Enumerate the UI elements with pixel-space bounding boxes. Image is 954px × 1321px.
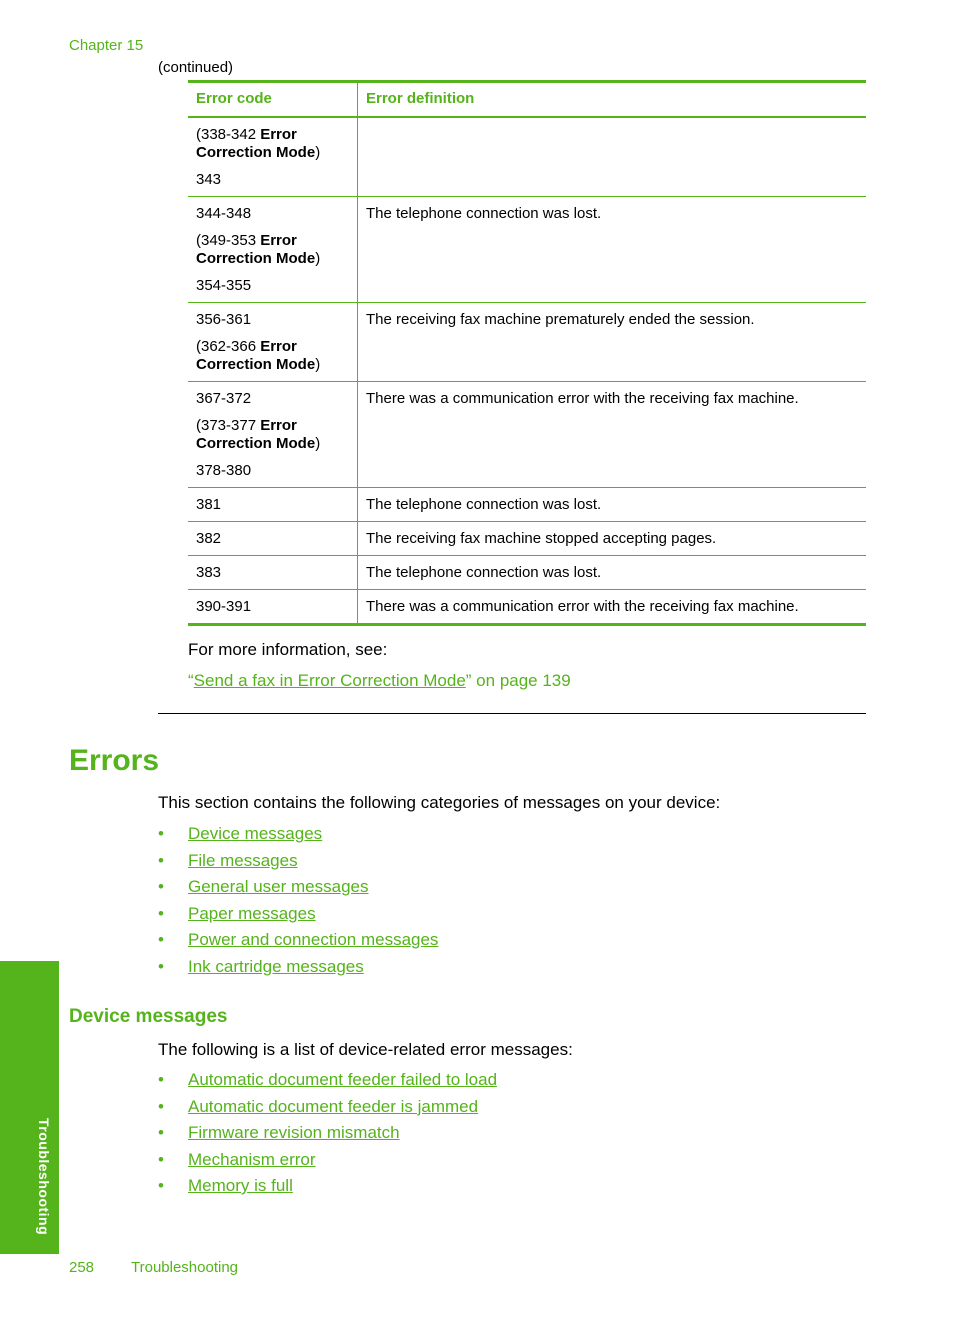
- side-tab-label: Troubleshooting: [36, 1118, 52, 1236]
- error-definition-cell: [358, 117, 867, 197]
- header-error-code: Error code: [188, 82, 358, 117]
- list-link[interactable]: Power and connection messages: [188, 930, 439, 949]
- bullet-icon: •: [158, 1123, 164, 1142]
- errors-intro: This section contains the following categories of messages on your device:: [158, 793, 721, 812]
- list-item: [158, 1070, 497, 1097]
- table-row: [188, 381, 866, 487]
- list-item: [158, 1176, 497, 1203]
- error-code-cell: [188, 521, 358, 555]
- error-code-line: 390-391: [196, 597, 252, 615]
- mode-label: Error Correction Mode: [196, 416, 316, 452]
- bullet-icon: •: [158, 930, 164, 949]
- list-link[interactable]: Ink cartridge messages: [188, 956, 364, 976]
- bullet-icon: •: [158, 877, 164, 896]
- error-code-line: 354-355: [196, 276, 252, 294]
- table-row: [188, 302, 866, 381]
- error-code-line: 356-361: [196, 310, 252, 328]
- bullet-icon: •: [158, 903, 164, 923]
- error-definition-cell: There was a communication error with the receiving fax machine.: [358, 589, 867, 624]
- error-code-cell: [188, 381, 358, 487]
- device-messages-heading: Device messages: [69, 1006, 228, 1027]
- table-row: [188, 487, 866, 521]
- bullet-icon: •: [158, 1096, 164, 1116]
- ecm-link[interactable]: Send a fax in Error Correction Mode: [193, 671, 466, 690]
- list-link[interactable]: Device messages: [188, 824, 323, 843]
- error-code-line: 367-372: [196, 389, 252, 407]
- list-link[interactable]: Firmware revision mismatch: [188, 1123, 400, 1142]
- error-definition-cell: The telephone connection was lost.: [358, 487, 867, 521]
- code-range: (362-366: [196, 337, 261, 355]
- list-link[interactable]: Mechanism error: [188, 1149, 316, 1169]
- list-item: [158, 1097, 497, 1124]
- bullet-icon: •: [158, 956, 164, 976]
- error-code-line: [196, 338, 349, 374]
- chapter-label: Chapter 15: [69, 37, 144, 54]
- table-header-row: [188, 82, 866, 117]
- bullet-icon: •: [158, 1149, 164, 1169]
- list-item: [158, 1123, 497, 1150]
- device-messages-intro: The following is a list of device-related error messages:: [158, 1040, 573, 1059]
- error-definition-cell: The telephone connection was lost.: [358, 196, 867, 302]
- error-definition-cell: The telephone connection was lost.: [358, 555, 867, 589]
- section-divider: [158, 713, 866, 714]
- mode-label: Error Correction Mode: [196, 125, 316, 161]
- error-code-cell: [188, 555, 358, 589]
- header-error-definition: Error definition: [358, 82, 867, 117]
- error-code-line: 383: [196, 563, 222, 581]
- error-code-line: 382: [196, 529, 222, 547]
- error-definition-cell: There was a communication error with the receiving fax machine.: [358, 381, 867, 487]
- table-body: [188, 117, 866, 625]
- error-code-cell: [188, 117, 358, 197]
- table-row: [188, 196, 866, 302]
- error-code-cell: [188, 196, 358, 302]
- bullet-icon: •: [158, 824, 164, 843]
- table-row: [188, 589, 866, 624]
- mode-label: Error Correction Mode: [196, 337, 316, 373]
- error-code-cell: [188, 302, 358, 381]
- list-item: [158, 1150, 497, 1177]
- bullet-icon: •: [158, 1070, 164, 1089]
- bullet-icon: •: [158, 1176, 164, 1195]
- close-paren: ): [315, 434, 321, 452]
- errors-heading: Errors: [69, 744, 160, 777]
- page-reference: ” on page 139: [465, 671, 571, 690]
- list-item: [158, 877, 438, 904]
- table-row: [188, 555, 866, 589]
- list-link[interactable]: Memory is full: [188, 1176, 293, 1195]
- mode-label: Error Correction Mode: [196, 231, 316, 267]
- list-link[interactable]: File messages: [188, 850, 298, 870]
- error-definition-cell: The receiving fax machine stopped accepting pages.: [358, 521, 867, 555]
- close-paren: ): [315, 143, 321, 161]
- list-link[interactable]: Paper messages: [188, 903, 316, 923]
- errors-category-list: [158, 824, 438, 983]
- close-paren: ): [315, 249, 321, 267]
- table-row: [188, 117, 866, 197]
- device-messages-list: [158, 1070, 497, 1203]
- list-item: [158, 957, 438, 984]
- error-code-table: [188, 80, 866, 626]
- error-code-line: [196, 232, 349, 268]
- list-link[interactable]: Automatic document feeder failed to load: [188, 1070, 498, 1089]
- error-code-cell: [188, 589, 358, 624]
- code-range: (338-342: [196, 125, 261, 143]
- code-range: (373-377: [196, 416, 261, 434]
- error-definition-cell: The receiving fax machine prematurely ended the session.: [358, 302, 867, 381]
- error-code-cell: [188, 487, 358, 521]
- ecm-reference: [188, 671, 571, 691]
- list-link[interactable]: Automatic document feeder is jammed: [188, 1096, 479, 1116]
- error-code-line: [196, 126, 349, 162]
- error-code-line: 381: [196, 495, 222, 513]
- open-quote: “: [188, 671, 194, 690]
- more-info-text: For more information, see:: [188, 640, 388, 659]
- list-item: [158, 904, 438, 931]
- error-code-line: [196, 417, 349, 453]
- bullet-icon: •: [158, 850, 164, 870]
- page-number: 258: [69, 1259, 95, 1276]
- close-paren: ): [315, 355, 321, 373]
- error-code-line: 378-380: [196, 461, 252, 479]
- list-item: [158, 930, 438, 957]
- footer-section-name: Troubleshooting: [131, 1259, 239, 1276]
- code-range: (349-353: [196, 231, 261, 249]
- table-row: [188, 521, 866, 555]
- list-link[interactable]: General user messages: [188, 877, 369, 896]
- list-item: [158, 851, 438, 878]
- error-code-line: 344-348: [196, 204, 252, 222]
- list-item: [158, 824, 438, 851]
- error-code-line: 343: [196, 170, 222, 188]
- continued-label: (continued): [158, 59, 234, 76]
